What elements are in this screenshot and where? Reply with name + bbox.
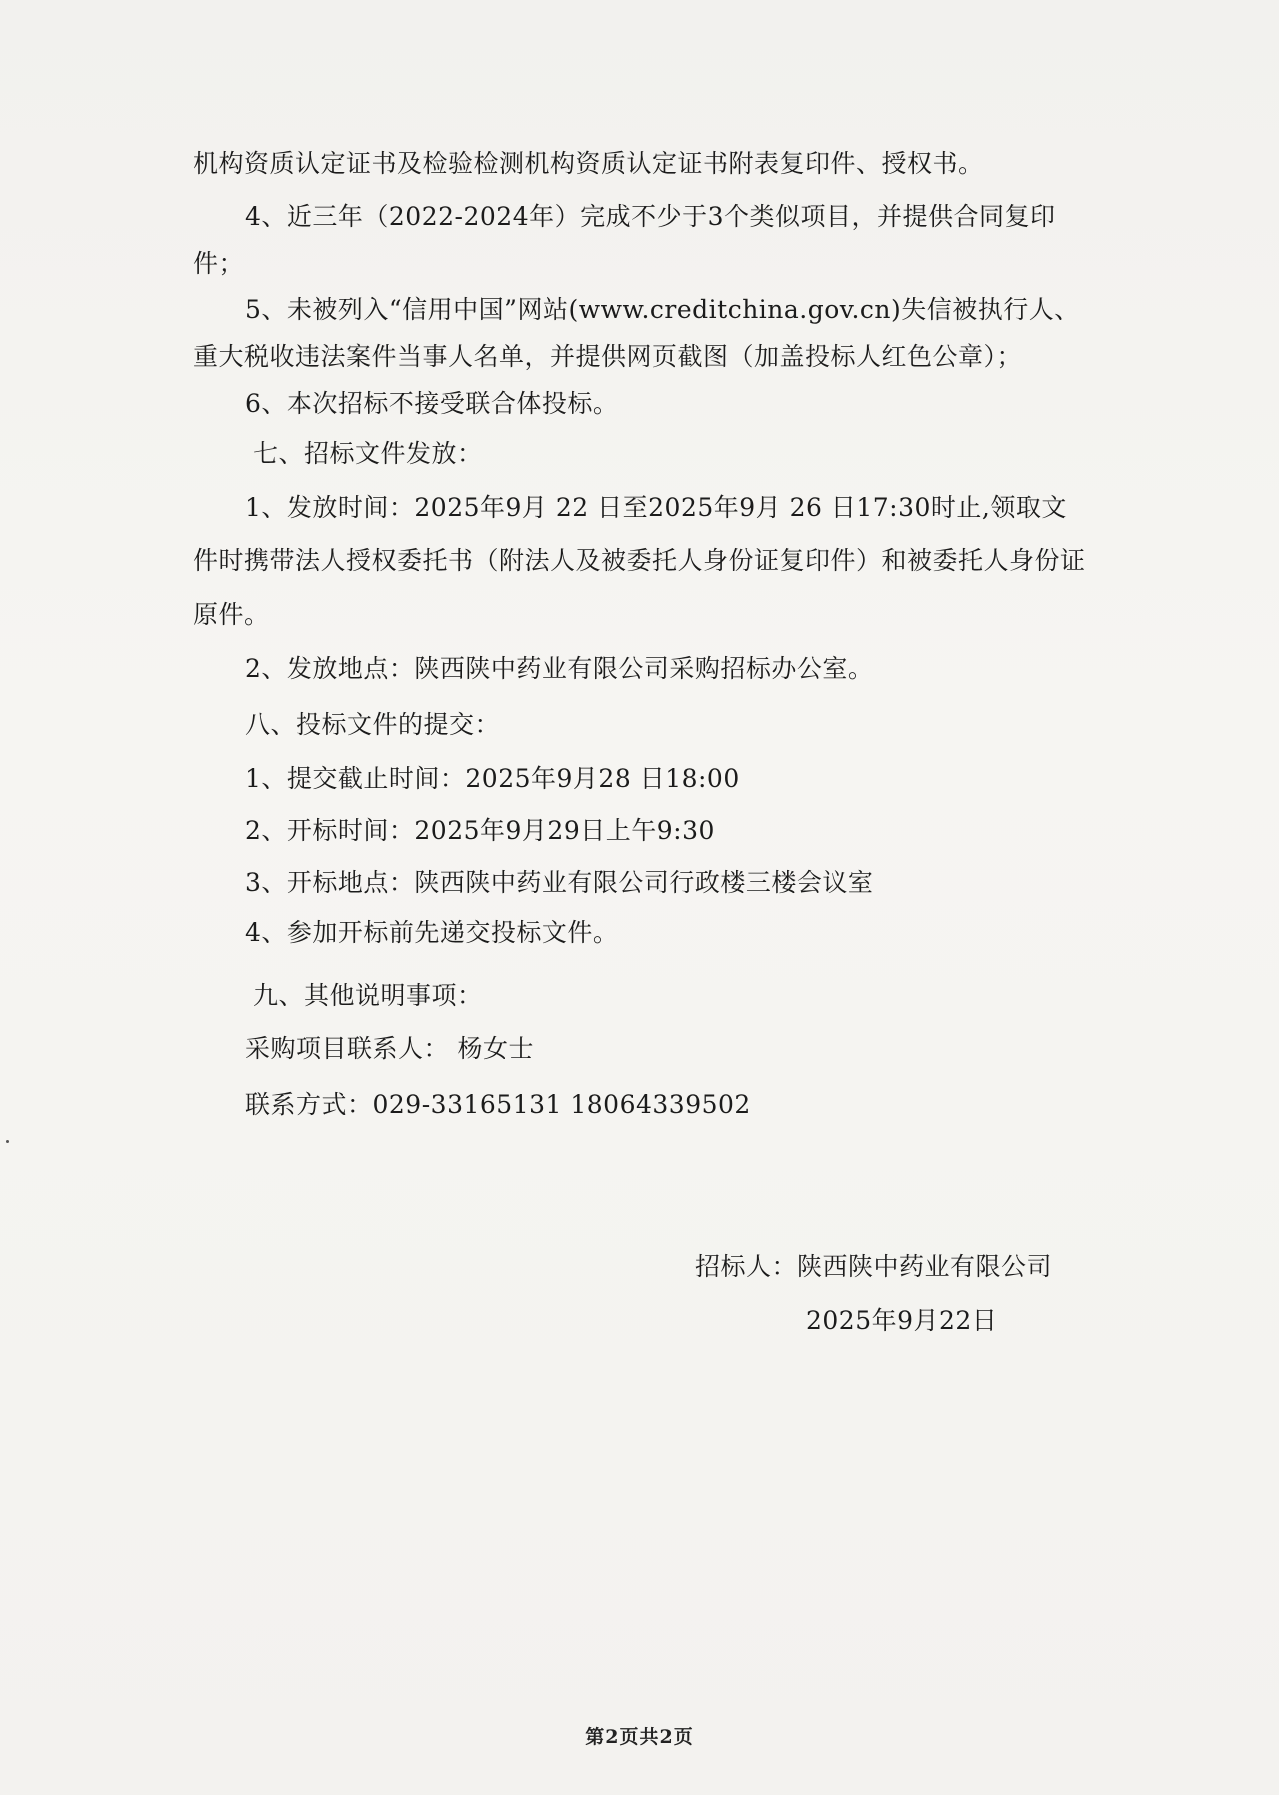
text-line: 5、未被列入“信用中国”网站(www.creditchina.gov.cn)失信被执行人、	[245, 295, 1080, 324]
contact-phone: 联系方式：029-33165131 18064339502	[245, 1090, 751, 1119]
text-line: 2、开标时间：2025年9月29日上午9:30	[245, 816, 715, 845]
contact-person: 采购项目联系人： 杨女士	[245, 1034, 534, 1063]
text-line: 4、参加开标前先递交投标文件。	[245, 918, 619, 947]
section-heading: 八、投标文件的提交：	[245, 710, 501, 739]
text-line: 2、发放地点：陕西陕中药业有限公司采购招标办公室。	[245, 654, 874, 683]
section-heading: 七、招标文件发放：	[253, 439, 483, 468]
section-heading: 九、其他说明事项：	[253, 981, 483, 1010]
text-line: 1、发放时间：2025年9月 22 日至2025年9月 26 日17:30时止,领取文	[245, 493, 1067, 522]
scan-speck	[6, 1140, 9, 1143]
text-line: 原件。	[193, 600, 270, 629]
text-line: 1、提交截止时间：2025年9月28 日18:00	[245, 764, 740, 793]
signature-date: 2025年9月22日	[806, 1306, 998, 1335]
text-line: 机构资质认定证书及检验检测机构资质认定证书附表复印件、授权书。	[193, 149, 984, 178]
text-line: 重大税收违法案件当事人名单，并提供网页截图（加盖投标人红色公章）；	[193, 342, 1023, 371]
text-line: 3、开标地点：陕西陕中药业有限公司行政楼三楼会议室	[245, 868, 874, 897]
signatory: 招标人：陕西陕中药业有限公司	[695, 1252, 1053, 1281]
text-line: 件时携带法人授权委托书（附法人及被委托人身份证复印件）和被委托人身份证	[193, 546, 1086, 575]
text-line: 件；	[193, 249, 245, 278]
page-footer: 第2页共2页	[585, 1726, 694, 1748]
text-line: 4、近三年（2022-2024年）完成不少于3个类似项目，并提供合同复印	[245, 202, 1056, 231]
text-line: 6、本次招标不接受联合体投标。	[245, 389, 619, 418]
